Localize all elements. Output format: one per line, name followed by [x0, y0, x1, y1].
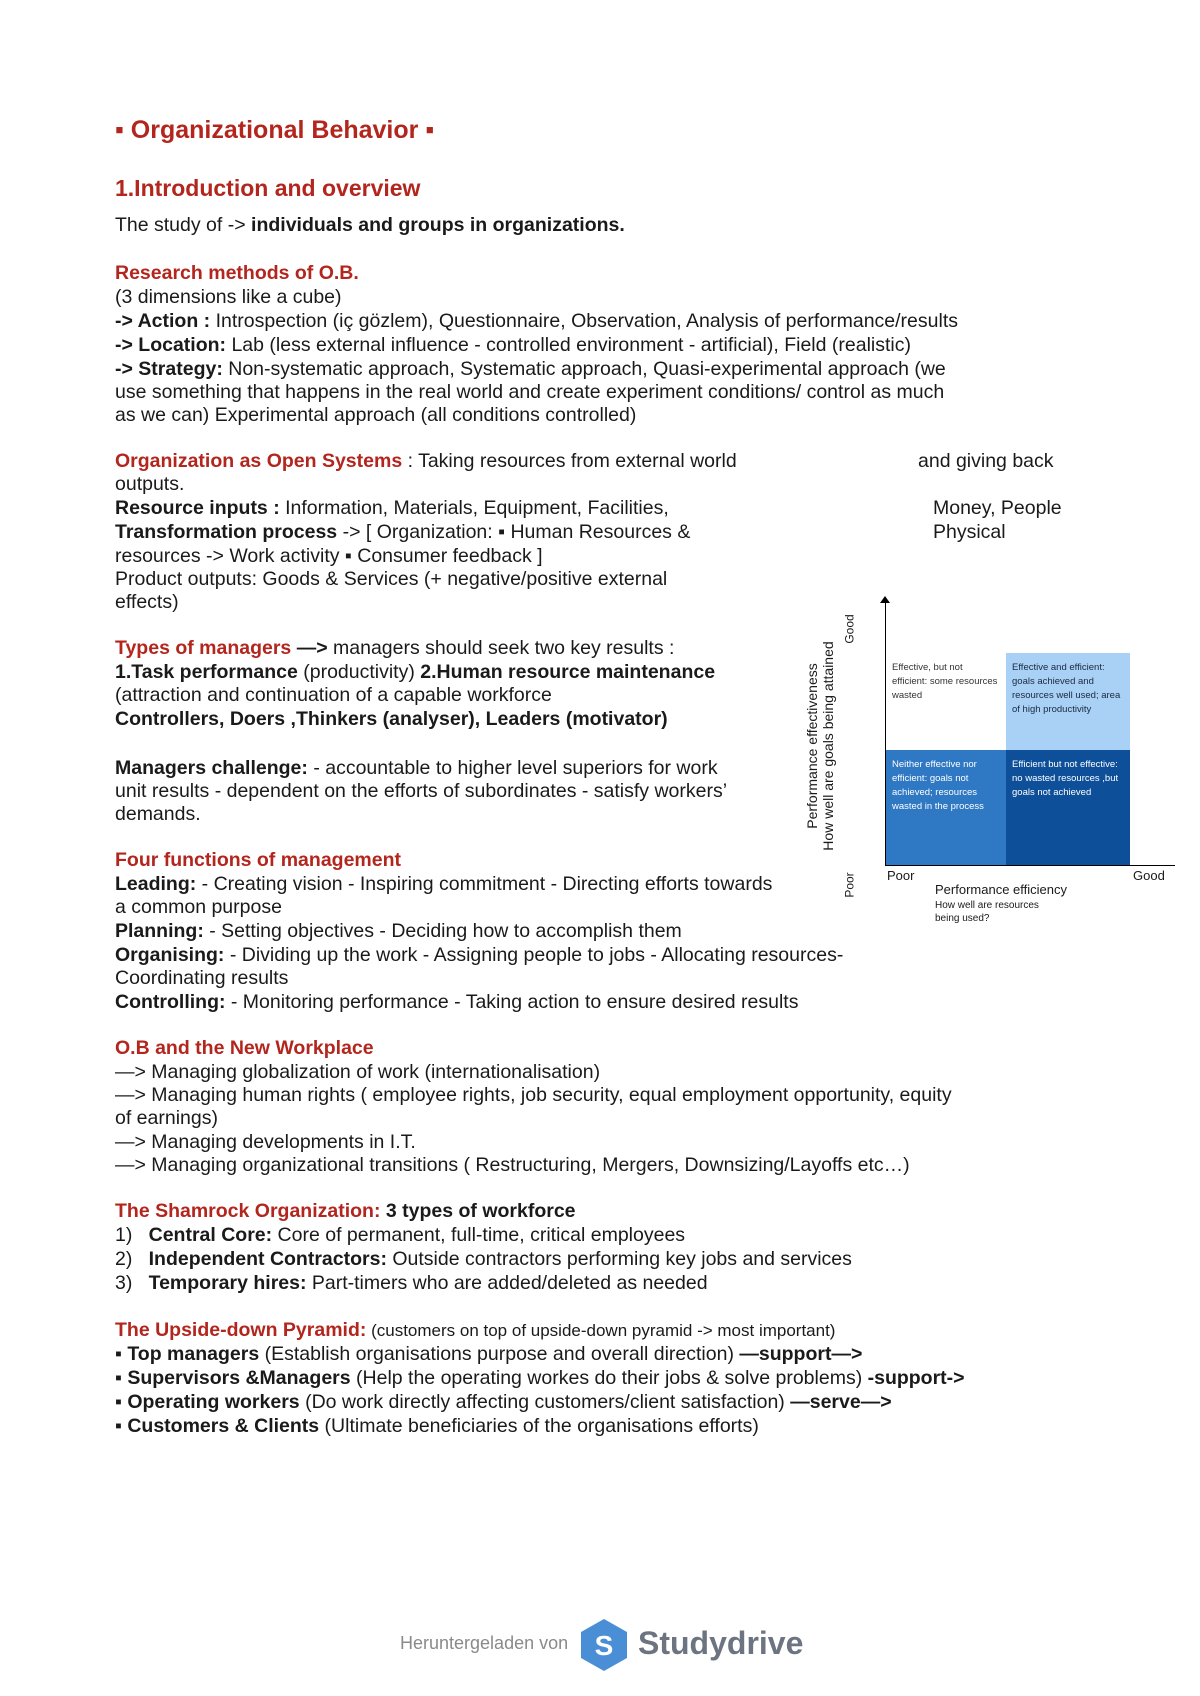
challenge-label: Managers challenge: — [115, 757, 308, 779]
functions-heading: Four functions of management — [115, 849, 402, 871]
controlling-text: - Monitoring performance - Taking action to ensure desired results — [225, 991, 799, 1013]
opensys-line1 — [115, 449, 737, 473]
challenge-line3: demands. — [115, 803, 201, 825]
workplace-item: —> Managing developments in I.T. — [115, 1131, 416, 1153]
product-outputs: Product outputs: Goods & Services (+ negative/positive external — [115, 568, 668, 590]
shamrock-text: Core of permanent, full-time, critical employees — [272, 1224, 686, 1246]
x-axis-line — [885, 865, 1175, 866]
list-number: 3) — [115, 1272, 133, 1294]
opensys-heading: Organization as Open Systems — [115, 450, 403, 472]
pyramid-label: Top managers — [127, 1343, 260, 1365]
planning-label: Planning: — [115, 920, 204, 942]
studydrive-logo-icon — [578, 1617, 630, 1673]
workplace-heading: O.B and the New Workplace — [115, 1037, 374, 1059]
research-strategy — [115, 357, 946, 381]
pyramid-text: (Do work directly affecting customers/client satisfaction) — [299, 1391, 791, 1413]
managers-line4: Controllers, Doers ,Thinkers (analyser), Leaders (motivator) — [115, 708, 668, 730]
pyramid-item — [115, 1366, 965, 1390]
quadrant-bottom-right: Efficient but not effective: no wasted resources ,but goals not achieved — [1006, 750, 1130, 865]
pyramid-item — [115, 1342, 862, 1366]
y-good-label: Good — [842, 614, 857, 644]
function-leading-cont: a common purpose — [115, 896, 282, 918]
workplace-item: —> Managing globalization of work (internationalisation) — [115, 1061, 601, 1083]
strategy-text: Non-systematic approach, Systematic approach, Quasi-experimental approach (we — [222, 358, 946, 380]
bullet-icon: ▪ — [115, 1367, 128, 1389]
svg-text:S: S — [594, 1630, 614, 1661]
organising-text: - Dividing up the work - Assigning people to jobs - Allocating resources- — [224, 944, 844, 966]
opensys-outputs: outputs. — [115, 473, 185, 495]
research-action — [115, 309, 958, 333]
managers-results — [115, 660, 715, 684]
resource-label: Resource inputs : — [115, 497, 280, 519]
shamrock-label: Temporary hires: — [148, 1272, 307, 1294]
pyramid-label: Operating workers — [127, 1391, 300, 1413]
managers-line3: (attraction and continuation of a capable workforce — [115, 684, 552, 706]
resource-inputs — [115, 496, 669, 520]
transformation-text: -> [ Organization: ▪ Human Resources & — [337, 521, 691, 543]
resource-text: Information, Materials, Equipment, Facilities, — [279, 497, 669, 519]
managers-line1 — [115, 636, 674, 660]
function-planning — [115, 919, 682, 943]
managers-arrow: —> — [291, 637, 334, 659]
research-location — [115, 333, 911, 357]
y-poor-label: Poor — [842, 872, 857, 898]
bullet-icon: ▪ — [115, 1343, 128, 1365]
pyramid-note: (customers on top of upside-down pyramid -> most important) — [366, 1321, 836, 1340]
research-line1: (3 dimensions like a cube) — [115, 286, 342, 308]
workplace-item-cont: of earnings) — [115, 1107, 218, 1129]
shamrock-label: Central Core: — [148, 1224, 273, 1246]
pyramid-arrow: —support—> — [739, 1343, 863, 1365]
pyramid-arrow: —serve—> — [790, 1391, 892, 1413]
function-organising-cont: Coordinating results — [115, 967, 289, 989]
challenge-line2: unit results - dependent on the efforts of subordinates - satisfy workers’ — [115, 780, 728, 802]
footer-prefix: Heruntergeladen von — [400, 1633, 569, 1653]
y-axis-label: Performance effectiveness — [804, 663, 820, 829]
footer-brand: Studydrive — [638, 1625, 804, 1661]
leading-label: Leading: — [115, 873, 197, 895]
shamrock-item — [115, 1271, 708, 1295]
bullet-icon: ▪ — [115, 1391, 128, 1413]
transformation-text-b: Physical — [933, 521, 1006, 543]
strategy-label: -> Strategy: — [115, 358, 223, 380]
challenge-text: - accountable to higher level superiors for work — [307, 757, 718, 779]
x-axis-subtitle: being used? — [935, 913, 990, 924]
location-label: -> Location: — [115, 334, 227, 356]
research-heading: Research methods of O.B. — [115, 262, 359, 284]
pyramid-item — [115, 1414, 759, 1438]
intro-line — [115, 213, 625, 237]
pyramid-text: (Establish organisations purpose and overall direction) — [259, 1343, 740, 1365]
performance-matrix-chart — [804, 560, 1175, 960]
function-leading — [115, 872, 772, 896]
location-text: Lab (less external influence - controlled environment - artificial), Field (realistic) — [226, 334, 911, 356]
x-axis-title: Performance efficiency — [935, 882, 1067, 897]
workplace-item: —> Managing human rights ( employee rights, job security, equal employment opportunity, equity — [115, 1084, 952, 1106]
shamrock-subheading: 3 types of workforce — [380, 1200, 576, 1222]
resource-text-b: Money, People — [933, 497, 1062, 519]
managers-text: managers should seek two key results : — [333, 637, 675, 659]
action-label: -> Action : — [115, 310, 211, 332]
quadrant-top-left: Effective, but not efficient: some resources wasted — [886, 653, 1006, 750]
x-good-label: Good — [1133, 868, 1165, 883]
hr-maintenance: 2.Human resource maintenance — [420, 661, 716, 683]
intro-bold: individuals and groups in organizations. — [251, 214, 625, 236]
leading-text: - Creating vision - Inspiring commitment - Directing efforts towards — [196, 873, 773, 895]
bullet-icon: ▪ — [115, 1415, 128, 1437]
action-text: Introspection (iç gözlem), Questionnaire, Observation, Analysis of performance/results — [210, 310, 958, 332]
quadrant-top-right: Effective and efficient: goals achieved and resources well used; area of high productivity — [1006, 653, 1130, 750]
section-heading: 1.Introduction and overview — [115, 175, 421, 201]
opensys-text-b: and giving back — [918, 450, 1054, 472]
list-number: 2) — [115, 1248, 133, 1270]
y-axis-sublabel: How well are goals being attained — [820, 641, 836, 851]
x-poor-label: Poor — [887, 868, 915, 883]
task-text: (productivity) — [297, 661, 421, 683]
x-axis-subtitle: How well are resources — [935, 900, 1039, 911]
function-controlling — [115, 990, 798, 1014]
opensys-text: : Taking resources from external world — [402, 450, 737, 472]
challenge-line1 — [115, 756, 718, 780]
quadrant-bottom-left: Neither effective nor efficient: goals not achieved; resources wasted in the process — [886, 750, 1006, 865]
planning-text: - Setting objectives - Deciding how to accomplish them — [203, 920, 682, 942]
pyramid-arrow: -support-> — [867, 1367, 965, 1389]
pyramid-text: (Help the operating workes do their jobs & solve problems) — [350, 1367, 868, 1389]
pyramid-item — [115, 1390, 892, 1414]
shamrock-item — [115, 1223, 685, 1247]
pyramid-heading-line — [115, 1318, 835, 1343]
workplace-item: —> Managing organizational transitions ( Restructuring, Mergers, Downsizing/Layoffs etc…) — [115, 1154, 910, 1176]
pyramid-label: Customers & Clients — [127, 1415, 320, 1437]
shamrock-heading-line — [115, 1199, 576, 1223]
managers-heading: Types of managers — [115, 637, 292, 659]
pyramid-label: Supervisors &Managers — [127, 1367, 351, 1389]
transformation-label: Transformation process — [115, 521, 338, 543]
shamrock-label: Independent Contractors: — [148, 1248, 387, 1270]
product-outputs-cont: effects) — [115, 591, 179, 613]
shamrock-text: Part-timers who are added/deleted as needed — [306, 1272, 708, 1294]
pyramid-heading: The Upside-down Pyramid: — [115, 1319, 367, 1341]
y-axis-title — [804, 631, 836, 861]
download-footer — [400, 1615, 820, 1675]
pyramid-text: (Ultimate beneficiaries of the organisations efforts) — [319, 1415, 759, 1437]
transformation-process — [115, 520, 690, 544]
research-strategy-cont1: use something that happens in the real world and create experiment conditions/ control as much — [115, 381, 945, 403]
organising-label: Organising: — [115, 944, 225, 966]
shamrock-heading: The Shamrock Organization: — [115, 1200, 381, 1222]
transformation-cont: resources -> Work activity ▪ Consumer feedback ] — [115, 545, 543, 567]
list-number: 1) — [115, 1224, 133, 1246]
research-strategy-cont2: as we can) Experimental approach (all conditions controlled) — [115, 404, 637, 426]
controlling-label: Controlling: — [115, 991, 226, 1013]
page-title: ▪ Organizational Behavior ▪ — [115, 116, 435, 144]
function-organising — [115, 943, 843, 967]
y-arrow-icon — [880, 596, 890, 603]
shamrock-item — [115, 1247, 852, 1271]
intro-prefix: The study of -> — [115, 214, 252, 236]
task-performance: 1.Task performance — [115, 661, 298, 683]
shamrock-text: Outside contractors performing key jobs and services — [386, 1248, 852, 1270]
